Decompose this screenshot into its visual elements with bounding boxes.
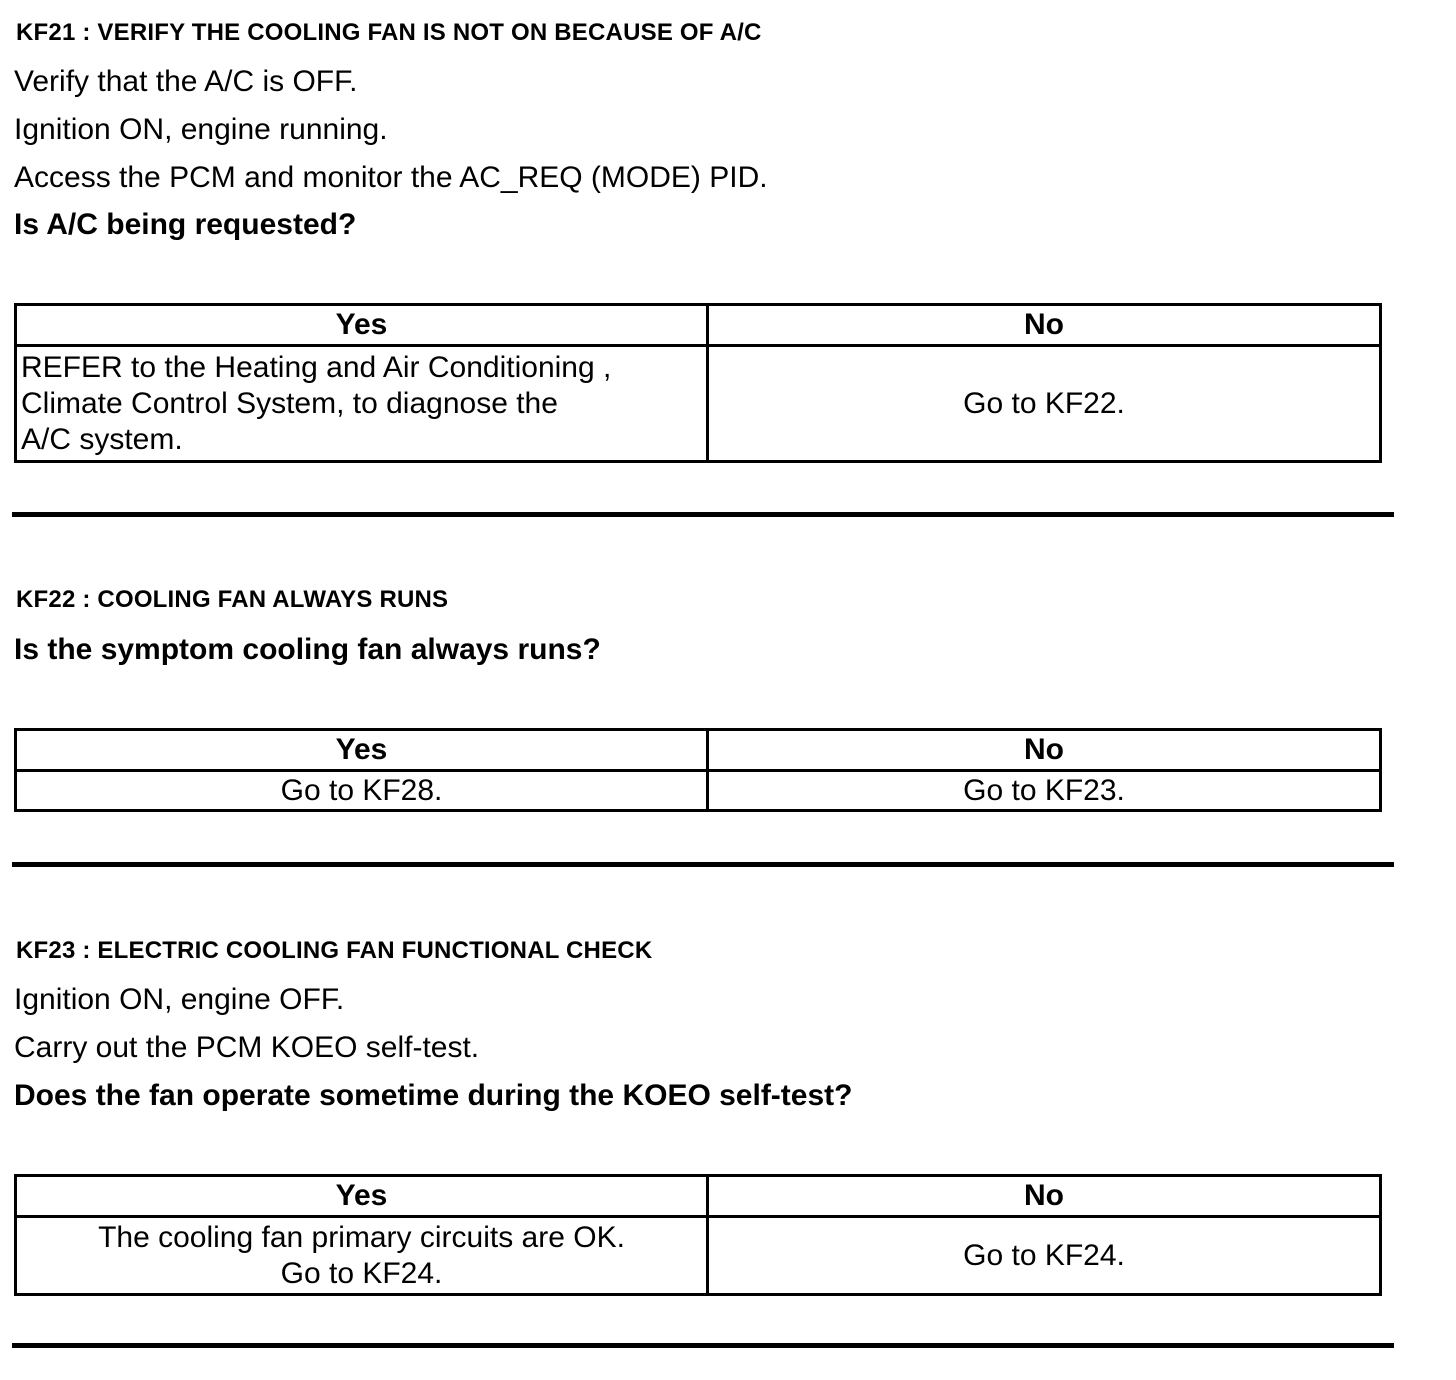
yes-header: Yes: [16, 305, 708, 346]
step-question-kf22: Is the symptom cooling fan always runs?: [14, 633, 601, 666]
instruction-line: Ignition ON, engine running.: [14, 113, 388, 146]
yes-header: Yes: [16, 1176, 708, 1217]
section-divider: [12, 862, 1394, 867]
step-title-kf22: KF22 : COOLING FAN ALWAYS RUNS: [16, 586, 449, 613]
section-divider: [12, 512, 1394, 517]
result-table-kf23: [14, 1174, 1382, 1296]
yes-cell: [16, 1217, 708, 1295]
no-header: No: [708, 305, 1381, 346]
result-table-kf22: [14, 728, 1382, 812]
yes-cell-line: REFER to the Heating and Air Conditioning ,: [21, 350, 612, 384]
no-cell: Go to KF24.: [708, 1217, 1381, 1295]
yes-cell-line: A/C system.: [21, 422, 183, 456]
instruction-line: Ignition ON, engine OFF.: [14, 983, 345, 1016]
no-header: No: [708, 1176, 1381, 1217]
yes-cell-line: Go to KF24.: [280, 1256, 443, 1290]
yes-cell: [16, 346, 708, 462]
yes-cell: Go to KF28.: [16, 771, 708, 811]
step-title-kf21: KF21 : VERIFY THE COOLING FAN IS NOT ON BECAUSE OF A/C: [16, 19, 762, 46]
no-cell: Go to KF22.: [708, 346, 1381, 462]
section-divider: [12, 1343, 1394, 1348]
yes-cell-line: Climate Control System, to diagnose the: [21, 386, 558, 420]
instruction-line: Verify that the A/C is OFF.: [14, 65, 358, 98]
no-header: No: [708, 730, 1381, 771]
step-question-kf23: Does the fan operate sometime during the KOEO self-test?: [14, 1079, 853, 1112]
step-title-kf23: KF23 : ELECTRIC COOLING FAN FUNCTIONAL CHECK: [16, 937, 653, 964]
result-table-kf21: [14, 303, 1382, 463]
instruction-line: Carry out the PCM KOEO self-test.: [14, 1031, 480, 1064]
step-question-kf21: Is A/C being requested?: [14, 208, 357, 241]
yes-header: Yes: [16, 730, 708, 771]
no-cell: Go to KF23.: [708, 771, 1381, 811]
yes-cell-line: The cooling fan primary circuits are OK.: [98, 1220, 625, 1254]
instruction-line: Access the PCM and monitor the AC_REQ (MODE) PID.: [14, 161, 768, 194]
